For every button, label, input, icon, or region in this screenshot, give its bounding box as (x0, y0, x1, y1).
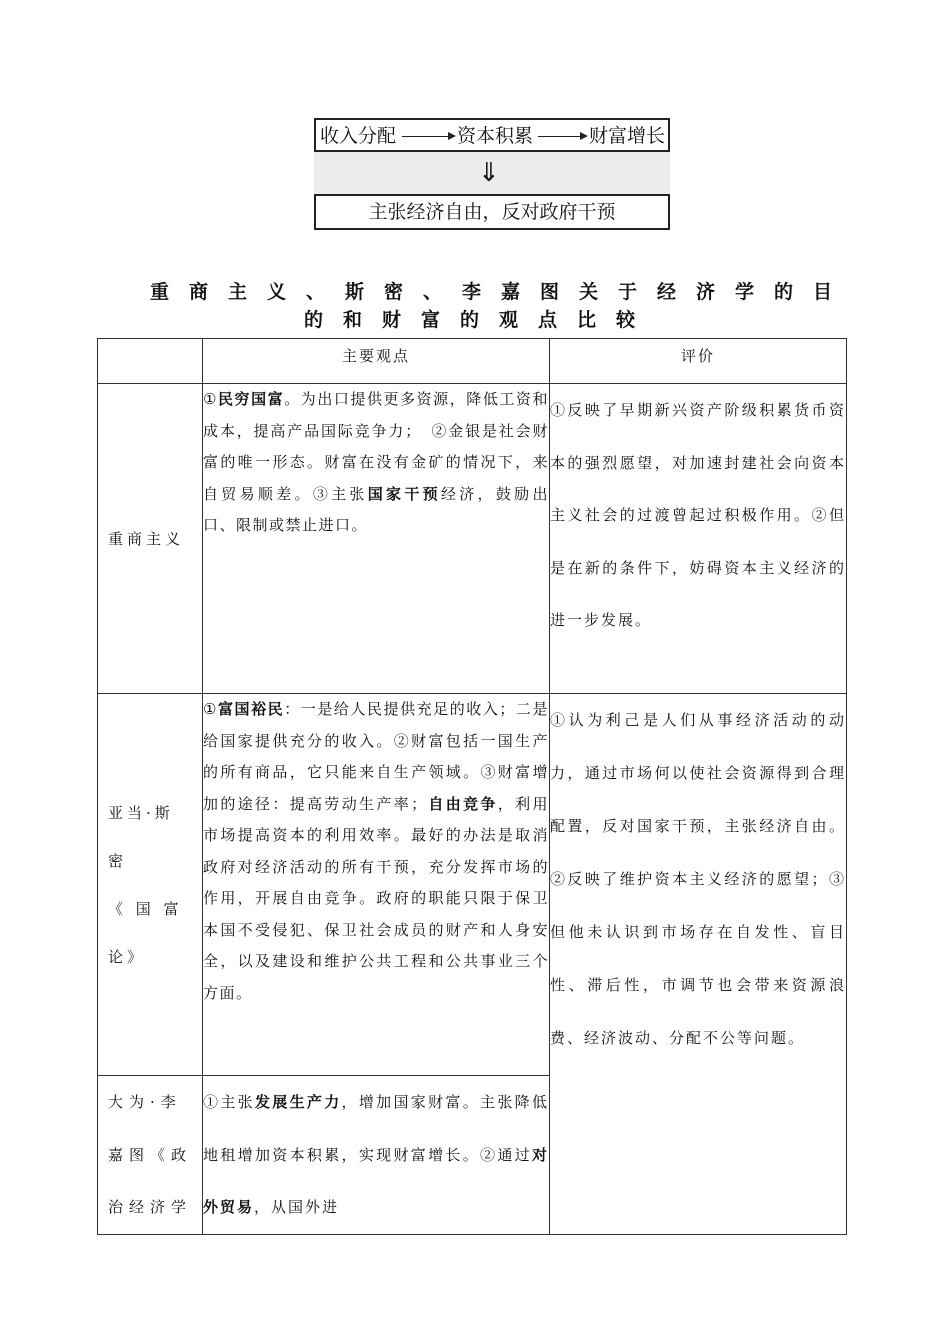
flow-step-capital: 资本积累 (457, 125, 534, 147)
table-row (98, 384, 847, 694)
right-arrow-icon (402, 136, 454, 137)
row-name-adam-smith: 亚当·斯 密 《 国 富 论》 (98, 694, 203, 1076)
header-main-views: 主要观点 (203, 339, 550, 384)
row-views-ricardo: ①主张发展生产力，增加国家财富。主张降低地租增加资本积累，实现财富增长。②通过对外贸易，从国外进 (203, 1076, 550, 1235)
flow-steps-box (314, 118, 670, 152)
header-blank (98, 339, 203, 384)
title-line-2: 的和财富的观点比较 (304, 309, 656, 331)
row-name-ricardo: 大为·李嘉图《政治经济学 (98, 1076, 203, 1235)
row-views-adam-smith: ①富国裕民：一是给人民提供充足的收入；二是给国家提供充分的收入。②财富包括一国生产的所有商品，它只能来自生产领域。③财富增加的途径：提高劳动生产率；自由竞争，利用市场提高资本的利用效率。最好的办法是取消政府对经济活动的所有干预，充分发挥市场的作用，开展自由竞争。政府的职能只限于保卫本国不受侵犯、保卫社会成员的财产和人身安全，以及建设和维护公共工程和公共事业三个方面。 (203, 694, 550, 1076)
title-line-1: 重商主义、斯密、李嘉图关于经济学的目 (150, 281, 853, 303)
table-header-row (98, 339, 847, 384)
down-arrow-icon: ⇓ (478, 158, 500, 188)
header-evaluation: 评价 (550, 339, 847, 384)
flow-diagram (314, 118, 674, 231)
table-row (98, 694, 847, 1076)
row-evaluation-smith-ricardo: ①认为利己是人们从事经济活动的动力，通过市场何以使社会资源得到合理配置，反对国家干预，主张经济自由。②反映了维护资本主义经济的愿望；③但他未认识到市场存在自发性、盲目性、滞后性，市调节也会带来资源浪费、经济波动、分配不公等问题。 (550, 694, 847, 1235)
comparison-table (97, 338, 847, 1235)
row-evaluation-mercantilism: ①反映了早期新兴资产阶级积累货币资本的强烈愿望，对加速封建社会向资本主义社会的过渡曾起过积极作用。②但是在新的条件下，妨碍资本主义经济的进一步发展。 (550, 384, 847, 694)
right-arrow-icon (538, 136, 586, 137)
page-title (150, 278, 853, 334)
flow-step-wealth: 财富增长 (589, 125, 666, 147)
row-name-mercantilism: 重商主义 (98, 384, 203, 694)
flow-conclusion: 主张经济自由，反对政府干预 (314, 194, 670, 230)
row-views-mercantilism: ①民穷国富。为出口提供更多资源，降低工资和成本，提高产品国际竞争力； ②金银是社会财富的唯一形态。财富在没有金矿的情况下，来自贸易顺差。③主张国家干预经济，鼓励出口、限制或禁止进口。 (203, 384, 550, 694)
flow-step-income: 收入分配 (320, 125, 397, 147)
